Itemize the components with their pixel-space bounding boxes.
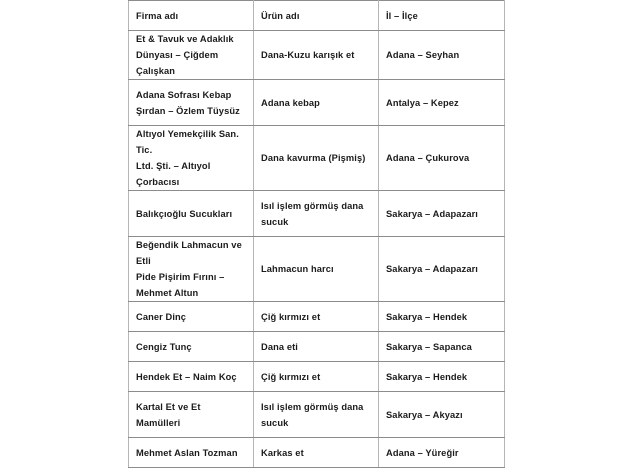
cell-firma bbox=[129, 392, 254, 438]
cell-text-line: Beğendik Lahmacun ve Etli bbox=[136, 240, 242, 266]
cell-text-line: Çiğ kırmızı et bbox=[261, 311, 321, 322]
table-body bbox=[129, 31, 505, 468]
cell-text-line: Isıl işlem görmüş dana bbox=[261, 200, 364, 211]
cell-il-ilce bbox=[379, 126, 505, 191]
cell-firma bbox=[129, 31, 254, 80]
table-row bbox=[129, 80, 505, 126]
cell-text-line: Antalya – Kepez bbox=[386, 97, 459, 108]
cell-text-line: Adana – Yüreğir bbox=[386, 447, 459, 458]
cell-text-line: sucuk bbox=[261, 417, 289, 428]
cell-text-line: sucuk bbox=[261, 216, 289, 227]
cell-text-line: Caner Dinç bbox=[136, 311, 187, 322]
cell-urun bbox=[254, 302, 379, 332]
cell-il-ilce bbox=[379, 392, 505, 438]
cell-il-ilce bbox=[379, 80, 505, 126]
cell-text-line: Altıyol Yemekçilik San. Tic. bbox=[136, 129, 239, 155]
cell-text-line: Kartal Et ve Et Mamülleri bbox=[136, 401, 201, 428]
company-product-table bbox=[128, 0, 505, 468]
cell-firma bbox=[129, 332, 254, 362]
cell-text-line: Karkas et bbox=[261, 447, 304, 458]
cell-urun bbox=[254, 237, 379, 302]
cell-firma bbox=[129, 302, 254, 332]
cell-text-line: Pide Pişirim Fırını – bbox=[136, 272, 225, 282]
cell-urun bbox=[254, 126, 379, 191]
cell-text-line: Sakarya – Adapazarı bbox=[386, 208, 478, 219]
cell-text-line: Sakarya – Akyazı bbox=[386, 409, 463, 420]
cell-text-line: Şırdan – Özlem Tüysüz bbox=[136, 105, 240, 116]
table-row bbox=[129, 438, 505, 468]
table-row bbox=[129, 392, 505, 438]
cell-text-line: Sakarya – Adapazarı bbox=[386, 264, 478, 274]
cell-text-line: Hendek Et – Naim Koç bbox=[136, 371, 237, 382]
cell-urun bbox=[254, 31, 379, 80]
cell-il-ilce bbox=[379, 191, 505, 237]
cell-firma bbox=[129, 438, 254, 468]
cell-urun bbox=[254, 362, 379, 392]
cell-text-line: Dünyası – Çiğdem Çalışkan bbox=[136, 50, 219, 76]
cell-il-ilce bbox=[379, 237, 505, 302]
cell-text-line: Cengiz Tunç bbox=[136, 341, 192, 352]
table-container bbox=[128, 0, 504, 468]
table-row bbox=[129, 332, 505, 362]
table-row bbox=[129, 126, 505, 191]
cell-text-line: Sakarya – Hendek bbox=[386, 371, 468, 382]
cell-urun bbox=[254, 438, 379, 468]
cell-il-ilce bbox=[379, 438, 505, 468]
cell-firma bbox=[129, 237, 254, 302]
cell-urun bbox=[254, 332, 379, 362]
table-header-row bbox=[129, 1, 505, 31]
cell-text-line: Mehmet Altun bbox=[136, 288, 199, 298]
cell-text-line: Et & Tavuk ve Adaklık bbox=[136, 34, 234, 44]
cell-text-line: Isıl işlem görmüş dana bbox=[261, 401, 364, 412]
column-header-firma: Firma adı bbox=[129, 1, 254, 31]
cell-text-line: Sakarya – Hendek bbox=[386, 311, 468, 322]
cell-text-line: Adana Sofrası Kebap bbox=[136, 89, 232, 100]
cell-urun bbox=[254, 392, 379, 438]
cell-firma bbox=[129, 126, 254, 191]
cell-il-ilce bbox=[379, 31, 505, 80]
table-row bbox=[129, 302, 505, 332]
cell-il-ilce bbox=[379, 362, 505, 392]
cell-il-ilce bbox=[379, 332, 505, 362]
table-row bbox=[129, 31, 505, 80]
cell-il-ilce bbox=[379, 302, 505, 332]
cell-text-line: Sakarya – Sapanca bbox=[386, 341, 472, 352]
cell-text-line: Dana-Kuzu karışık et bbox=[261, 50, 355, 60]
cell-text-line: Mehmet Aslan Tozman bbox=[136, 447, 238, 458]
cell-firma bbox=[129, 80, 254, 126]
cell-text-line: Dana kavurma (Pişmiş) bbox=[261, 153, 366, 163]
table-header bbox=[129, 1, 505, 31]
cell-text-line: Balıkçıoğlu Sucukları bbox=[136, 208, 233, 219]
cell-text-line: Dana eti bbox=[261, 341, 298, 352]
cell-urun bbox=[254, 191, 379, 237]
cell-text-line: Adana – Seyhan bbox=[386, 50, 460, 60]
cell-text-line: Ltd. Şti. – Altıyol Çorbacısı bbox=[136, 161, 211, 187]
table-row bbox=[129, 362, 505, 392]
column-header-il-ilce: İl – İlçe bbox=[379, 1, 505, 31]
cell-text-line: Adana kebap bbox=[261, 97, 320, 108]
column-header-urun: Ürün adı bbox=[254, 1, 379, 31]
table-row bbox=[129, 237, 505, 302]
cell-text-line: Lahmacun harcı bbox=[261, 264, 334, 274]
cell-text-line: Adana – Çukurova bbox=[386, 153, 470, 163]
cell-urun bbox=[254, 80, 379, 126]
cell-firma bbox=[129, 191, 254, 237]
table-row bbox=[129, 191, 505, 237]
cell-firma bbox=[129, 362, 254, 392]
cell-text-line: Çiğ kırmızı et bbox=[261, 371, 321, 382]
